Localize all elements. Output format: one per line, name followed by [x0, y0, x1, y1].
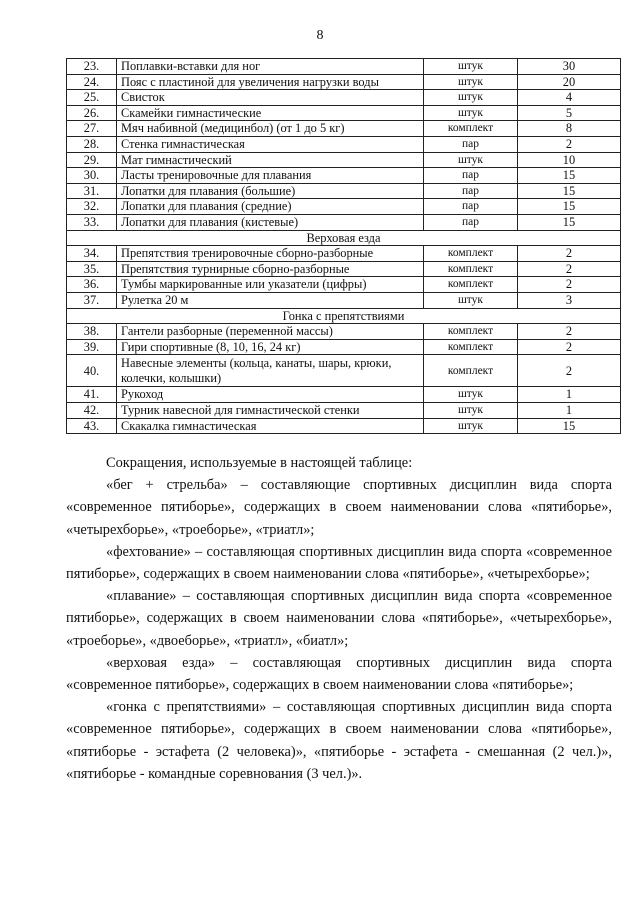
- item-unit: комплект: [424, 324, 518, 340]
- item-unit: штук: [424, 387, 518, 403]
- item-name: Гири спортивные (8, 10, 16, 24 кг): [117, 339, 424, 355]
- item-quantity: 15: [518, 199, 621, 215]
- row-number: 25.: [67, 90, 117, 106]
- item-unit: комплект: [424, 355, 518, 387]
- page-number: 8: [316, 28, 324, 43]
- table-row: [67, 324, 621, 340]
- item-name: Ласты тренировочные для плавания: [117, 168, 424, 184]
- table-row: [67, 183, 621, 199]
- item-name: Лопатки для плавания (большие): [117, 183, 424, 199]
- item-name: Турник навесной для гимнастической стенки: [117, 403, 424, 419]
- note-paragraph: «бег + стрельба» – составляющие спортивных дисциплин вида спорта «современное пятиборье», содержащих в своем наименовании слова «пятиборье», «четырехборье», «троеборье», «триатл»;: [66, 477, 612, 538]
- item-unit: комплект: [424, 246, 518, 262]
- item-quantity: 2: [518, 355, 621, 387]
- item-name: Пояс с пластиной для увеличения нагрузки воды: [117, 74, 424, 90]
- row-number: 43.: [67, 418, 117, 434]
- item-quantity: 15: [518, 418, 621, 434]
- row-number: 32.: [67, 199, 117, 215]
- table-row: [67, 403, 621, 419]
- item-quantity: 20: [518, 74, 621, 90]
- item-unit: комплект: [424, 277, 518, 293]
- item-unit: штук: [424, 105, 518, 121]
- table-row: [67, 277, 621, 293]
- table-row: [67, 152, 621, 168]
- item-name: Гантели разборные (переменной массы): [117, 324, 424, 340]
- item-quantity: 2: [518, 339, 621, 355]
- item-name: Стенка гимнастическая: [117, 136, 424, 152]
- item-unit: штук: [424, 74, 518, 90]
- note-paragraph: «фехтование» – составляющая спортивных дисциплин вида спорта «современное пятиборье», содержащих в своем наименовании слова «пятиборье», «четырехборье»;: [66, 543, 612, 583]
- table-row: [67, 339, 621, 355]
- row-number: 31.: [67, 183, 117, 199]
- item-quantity: 2: [518, 324, 621, 340]
- item-quantity: 10: [518, 152, 621, 168]
- item-quantity: 2: [518, 261, 621, 277]
- table-section-row: [67, 230, 621, 246]
- table-row: [67, 387, 621, 403]
- item-unit: комплект: [424, 261, 518, 277]
- note-paragraph: «верховая езда» – составляющая спортивных дисциплин вида спорта «современное пятиборье», содержащих в своем наименовании слова «пятиборье»;: [66, 654, 612, 694]
- row-number: 26.: [67, 105, 117, 121]
- item-unit: комплект: [424, 121, 518, 137]
- row-number: 35.: [67, 261, 117, 277]
- table-row: [67, 261, 621, 277]
- row-number: 38.: [67, 324, 117, 340]
- row-number: 33.: [67, 214, 117, 230]
- table-row: [67, 214, 621, 230]
- section-title: Гонка с препятствиями: [67, 308, 621, 324]
- item-name: Мяч набивной (медицинбол) (от 1 до 5 кг): [117, 121, 424, 137]
- table-row: [67, 74, 621, 90]
- item-name: Препятствия тренировочные сборно-разборные: [117, 246, 424, 262]
- item-quantity: 2: [518, 277, 621, 293]
- note-paragraph: «гонка с препятствиями» – составляющая спортивных дисциплин вида спорта «современное пятиборье», содержащих в своем наименовании слова «пятиборье», «пятиборье - эстафета (2 человека)», «пятиборье - эстафета - смешанная (2 чел.)», «пятиборье - командные соревнования (3 чел.)».: [66, 699, 612, 782]
- item-unit: штук: [424, 292, 518, 308]
- item-name: Скамейки гимнастические: [117, 105, 424, 121]
- row-number: 30.: [67, 168, 117, 184]
- row-number: 41.: [67, 387, 117, 403]
- item-quantity: 2: [518, 136, 621, 152]
- section-title: Верховая езда: [67, 230, 621, 246]
- table-row: [67, 136, 621, 152]
- item-name: Мат гимнастический: [117, 152, 424, 168]
- row-number: 39.: [67, 339, 117, 355]
- item-quantity: 15: [518, 214, 621, 230]
- item-name: Рукоход: [117, 387, 424, 403]
- row-number: 37.: [67, 292, 117, 308]
- item-quantity: 2: [518, 246, 621, 262]
- item-unit: штук: [424, 152, 518, 168]
- item-unit: пар: [424, 168, 518, 184]
- item-quantity: 3: [518, 292, 621, 308]
- item-name: Свисток: [117, 90, 424, 106]
- table-section-row: [67, 308, 621, 324]
- row-number: 28.: [67, 136, 117, 152]
- item-name: Навесные элементы (кольца, канаты, шары, крюки, колечки, колышки): [117, 355, 424, 387]
- table-row: [67, 121, 621, 137]
- item-name: Препятствия турнирные сборно-разборные: [117, 261, 424, 277]
- item-unit: пар: [424, 136, 518, 152]
- row-number: 36.: [67, 277, 117, 293]
- item-unit: штук: [424, 418, 518, 434]
- item-quantity: 30: [518, 59, 621, 75]
- item-unit: пар: [424, 199, 518, 215]
- item-quantity: 5: [518, 105, 621, 121]
- row-number: 23.: [67, 59, 117, 75]
- table-row: [67, 418, 621, 434]
- row-number: 29.: [67, 152, 117, 168]
- item-quantity: 8: [518, 121, 621, 137]
- item-unit: штук: [424, 403, 518, 419]
- item-name: Тумбы маркированные или указатели (цифры): [117, 277, 424, 293]
- table-row: [67, 59, 621, 75]
- equipment-table-body: [67, 59, 621, 434]
- item-quantity: 15: [518, 183, 621, 199]
- row-number: 34.: [67, 246, 117, 262]
- item-unit: комплект: [424, 339, 518, 355]
- table-row: [67, 105, 621, 121]
- row-number: 40.: [67, 355, 117, 387]
- item-unit: штук: [424, 59, 518, 75]
- item-name: Поплавки-вставки для ног: [117, 59, 424, 75]
- item-quantity: 1: [518, 387, 621, 403]
- item-unit: пар: [424, 214, 518, 230]
- item-quantity: 1: [518, 403, 621, 419]
- note-paragraph: «плавание» – составляющая спортивных дисциплин вида спорта «современное пятиборье», содержащих в своем наименовании слова «пятиборье», «четырехборье», «троеборье», «двоеборье», «триатл», «биатл»;: [66, 588, 612, 649]
- row-number: 42.: [67, 403, 117, 419]
- table-row: [67, 355, 621, 387]
- table-row: [67, 90, 621, 106]
- table-row: [67, 292, 621, 308]
- equipment-table: [66, 58, 621, 434]
- item-name: Скакалка гимнастическая: [117, 418, 424, 434]
- item-name: Лопатки для плавания (кистевые): [117, 214, 424, 230]
- item-quantity: 4: [518, 90, 621, 106]
- table-row: [67, 168, 621, 184]
- item-unit: штук: [424, 90, 518, 106]
- abbreviations-notes: [66, 452, 612, 785]
- item-name: Лопатки для плавания (средние): [117, 199, 424, 215]
- notes-intro: Сокращения, используемые в настоящей таблице:: [106, 455, 413, 471]
- table-row: [67, 246, 621, 262]
- table-row: [67, 199, 621, 215]
- item-quantity: 15: [518, 168, 621, 184]
- row-number: 24.: [67, 74, 117, 90]
- item-unit: пар: [424, 183, 518, 199]
- row-number: 27.: [67, 121, 117, 137]
- item-name: Рулетка 20 м: [117, 292, 424, 308]
